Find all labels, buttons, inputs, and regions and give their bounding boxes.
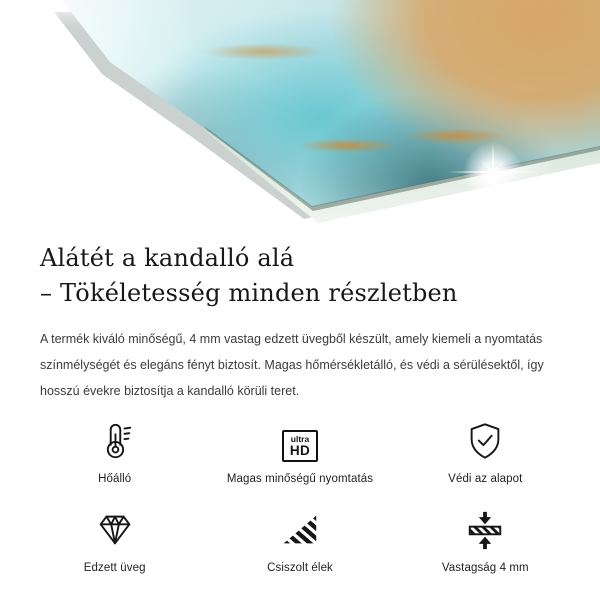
feature-print-quality <box>207 418 392 485</box>
product-photo <box>0 0 600 235</box>
product-description: A termék kiváló minőségű, 4 mm vastag edzett üvegből készült, amely kiemeli a nyomtatás színmélységét és elegáns fényt biztosít. Magas hőmérsékletálló, és védi a sérülésektől, így hosszú évekre biztosítja a kandalló körüli teret. <box>40 332 544 398</box>
feature-heat-resistant <box>22 418 207 485</box>
feature-thickness <box>393 507 578 574</box>
polished-edges-icon <box>279 507 321 551</box>
page-title-line1: Alátét a kandalló alá <box>40 244 295 272</box>
diamond-icon <box>93 507 137 551</box>
feature-label: Csiszolt élek <box>267 562 333 574</box>
feature-polished-edges <box>207 507 392 574</box>
ultra-hd-icon <box>282 418 318 462</box>
thermometer-icon <box>94 418 136 462</box>
feature-label: Edzett üveg <box>83 562 146 574</box>
feature-tempered-glass <box>22 507 207 574</box>
feature-grid <box>0 418 600 574</box>
feature-label: Magas minőségű nyomtatás <box>226 473 374 485</box>
page-title <box>40 241 560 311</box>
ultra-hd-text-bottom: HD <box>289 442 311 458</box>
thickness-icon <box>463 507 507 551</box>
feature-label: Védi az alapot <box>448 473 523 485</box>
feature-label: Hőálló <box>98 473 132 485</box>
shield-check-icon <box>464 418 506 462</box>
feature-label: Vastagság 4 mm <box>441 562 529 574</box>
feature-protects-base <box>393 418 578 485</box>
page-title-line2: – Tökéletesség minden részletben <box>40 279 458 307</box>
ultra-hd-text-top: ultra <box>290 433 310 444</box>
